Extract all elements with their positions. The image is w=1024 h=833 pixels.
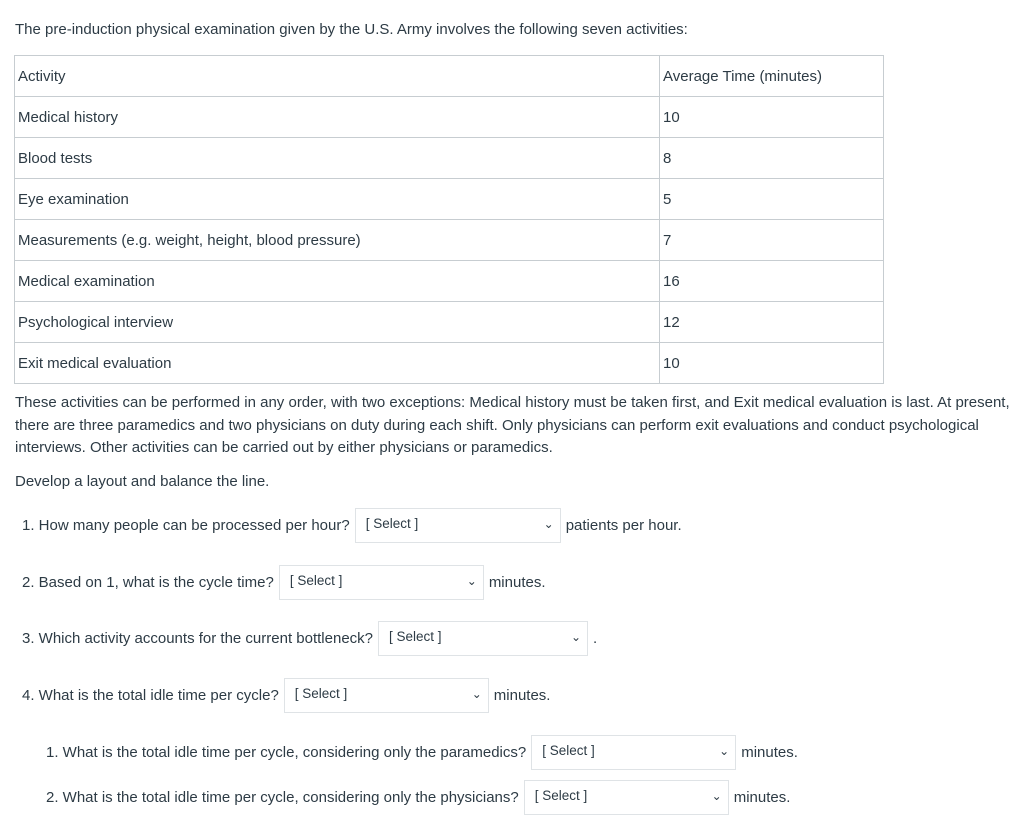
table-row xyxy=(15,97,884,138)
table-row xyxy=(15,343,884,384)
table-row xyxy=(15,302,884,343)
chevron-down-icon: ⌄ xyxy=(719,744,730,758)
question-label: 1. How many people can be processed per hour? xyxy=(22,517,350,534)
select-placeholder: [ Select ] xyxy=(289,573,343,588)
instruction-paragraph: Develop a layout and balance the line. xyxy=(15,473,270,490)
time-cell: 8 xyxy=(660,138,884,179)
time-cell: 5 xyxy=(660,179,884,220)
description-paragraph: These activities can be performed in any order, with two exceptions: Medical history must be taken first, and Exit medical evaluation is last. At present, there are three paramedics and two physicians on duty during each shift. Only physicians can perform exit evaluations and conduct psychological interviews. Other activities can be carried out by either physicians or paramedics. xyxy=(15,394,1010,456)
select-placeholder: [ Select ] xyxy=(534,788,588,803)
activity-cell: Medical history xyxy=(15,97,660,138)
activity-cell: Eye examination xyxy=(15,179,660,220)
question-label: 3. Which activity accounts for the current bottleneck? xyxy=(22,630,373,647)
answer-select[interactable] xyxy=(524,780,729,815)
question-label: 2. What is the total idle time per cycle, considering only the physicians? xyxy=(46,789,519,806)
activity-cell: Psychological interview xyxy=(15,302,660,343)
question-label: 1. What is the total idle time per cycle, considering only the paramedics? xyxy=(46,744,527,761)
question-2 xyxy=(22,565,546,600)
unit-label: minutes. xyxy=(488,574,546,591)
select-placeholder: [ Select ] xyxy=(389,629,442,644)
unit-label: minutes. xyxy=(733,789,791,806)
time-cell: 7 xyxy=(660,220,884,261)
activity-cell: Measurements (e.g. weight, height, blood pressure) xyxy=(15,220,660,261)
select-placeholder: [ Select ] xyxy=(294,686,348,701)
chevron-down-icon: ⌄ xyxy=(570,630,581,644)
table-row xyxy=(15,179,884,220)
activity-cell: Blood tests xyxy=(15,138,660,179)
chevron-down-icon: ⌄ xyxy=(543,517,554,531)
answer-select[interactable] xyxy=(279,565,484,600)
activity-cell: Exit medical evaluation xyxy=(15,343,660,384)
question-label: 4. What is the total idle time per cycle? xyxy=(22,687,279,704)
table-header-row xyxy=(15,56,884,97)
time-cell: 16 xyxy=(660,261,884,302)
activities-table xyxy=(14,55,884,384)
answer-select[interactable] xyxy=(531,735,736,770)
question-1 xyxy=(22,508,682,543)
subquestion-1 xyxy=(46,735,798,770)
unit-label: minutes. xyxy=(493,687,551,704)
activity-cell: Medical examination xyxy=(15,261,660,302)
question-label: 2. Based on 1, what is the cycle time? xyxy=(22,574,274,591)
chevron-down-icon: ⌄ xyxy=(471,687,482,701)
select-placeholder: [ Select ] xyxy=(542,743,595,758)
table-row xyxy=(15,261,884,302)
time-cell: 10 xyxy=(660,97,884,138)
table-row xyxy=(15,220,884,261)
question-3 xyxy=(22,621,597,656)
time-cell: 12 xyxy=(660,302,884,343)
chevron-down-icon: ⌄ xyxy=(711,789,722,803)
unit-label: patients per hour. xyxy=(565,517,682,534)
question-4 xyxy=(22,678,550,713)
time-cell: 10 xyxy=(660,343,884,384)
intro-text: The pre-induction physical examination given by the U.S. Army involves the following seven activities: xyxy=(15,21,688,38)
unit-label: minutes. xyxy=(741,744,798,761)
activity-header: Activity xyxy=(15,56,660,97)
select-placeholder: [ Select ] xyxy=(365,516,419,531)
answer-select[interactable] xyxy=(284,678,489,713)
answer-select[interactable] xyxy=(355,508,561,543)
subquestion-2 xyxy=(46,780,790,815)
table-row xyxy=(15,138,884,179)
punctuation: . xyxy=(593,630,598,647)
answer-select[interactable] xyxy=(378,621,588,656)
time-header: Average Time (minutes) xyxy=(660,56,884,97)
chevron-down-icon: ⌄ xyxy=(466,574,477,588)
